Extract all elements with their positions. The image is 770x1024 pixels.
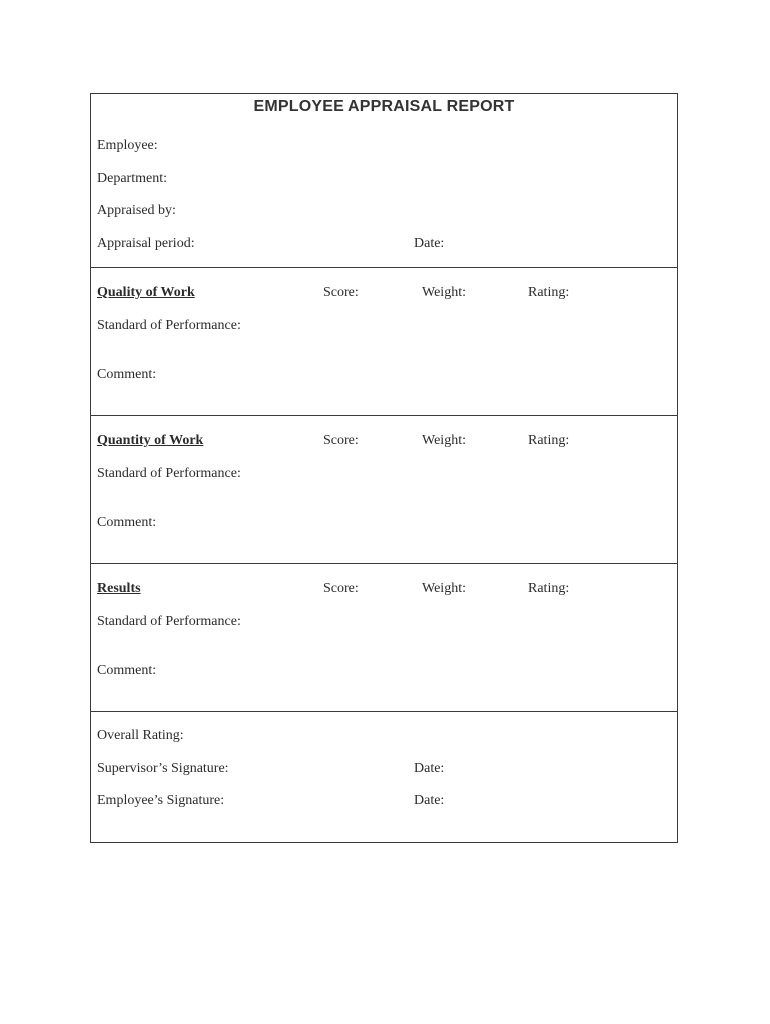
appraisal-period-label: Appraisal period: [97,236,195,251]
quantity-of-work-section [91,416,677,563]
score-label: Score: [323,285,359,300]
weight-label: Weight: [422,433,466,448]
overall-rating-label: Overall Rating: [97,728,184,743]
employee-signature-label: Employee’s Signature: [97,793,225,808]
form-title: EMPLOYEE APPRAISAL REPORT [253,98,515,115]
weight-label: Weight: [422,581,466,596]
supervisor-date-label: Date: [414,761,445,776]
comment-label: Comment: [97,367,157,382]
standard-of-performance-label: Standard of Performance: [97,614,241,629]
rating-label: Rating: [528,581,570,596]
score-label: Score: [323,433,359,448]
section-heading: Quality of Work [97,285,195,300]
quality-of-work-section [91,268,677,415]
standard-of-performance-label: Standard of Performance: [97,466,241,481]
weight-label: Weight: [422,285,466,300]
score-label: Score: [323,581,359,596]
section-heading: Quantity of Work [97,433,204,448]
standard-of-performance-label: Standard of Performance: [97,318,241,333]
appraised-by-label: Appraised by: [97,203,176,218]
results-section [91,564,677,711]
section-heading: Results [97,581,141,596]
signature-section [91,712,677,842]
rating-label: Rating: [528,285,570,300]
rating-label: Rating: [528,433,570,448]
comment-label: Comment: [97,515,157,530]
employee-label: Employee: [97,138,158,153]
department-label: Department: [97,171,167,186]
comment-label: Comment: [97,663,157,678]
supervisor-signature-label: Supervisor’s Signature: [97,761,229,776]
employee-date-label: Date: [414,793,445,808]
header-date-label: Date: [414,236,445,251]
appraisal-form [90,93,678,843]
